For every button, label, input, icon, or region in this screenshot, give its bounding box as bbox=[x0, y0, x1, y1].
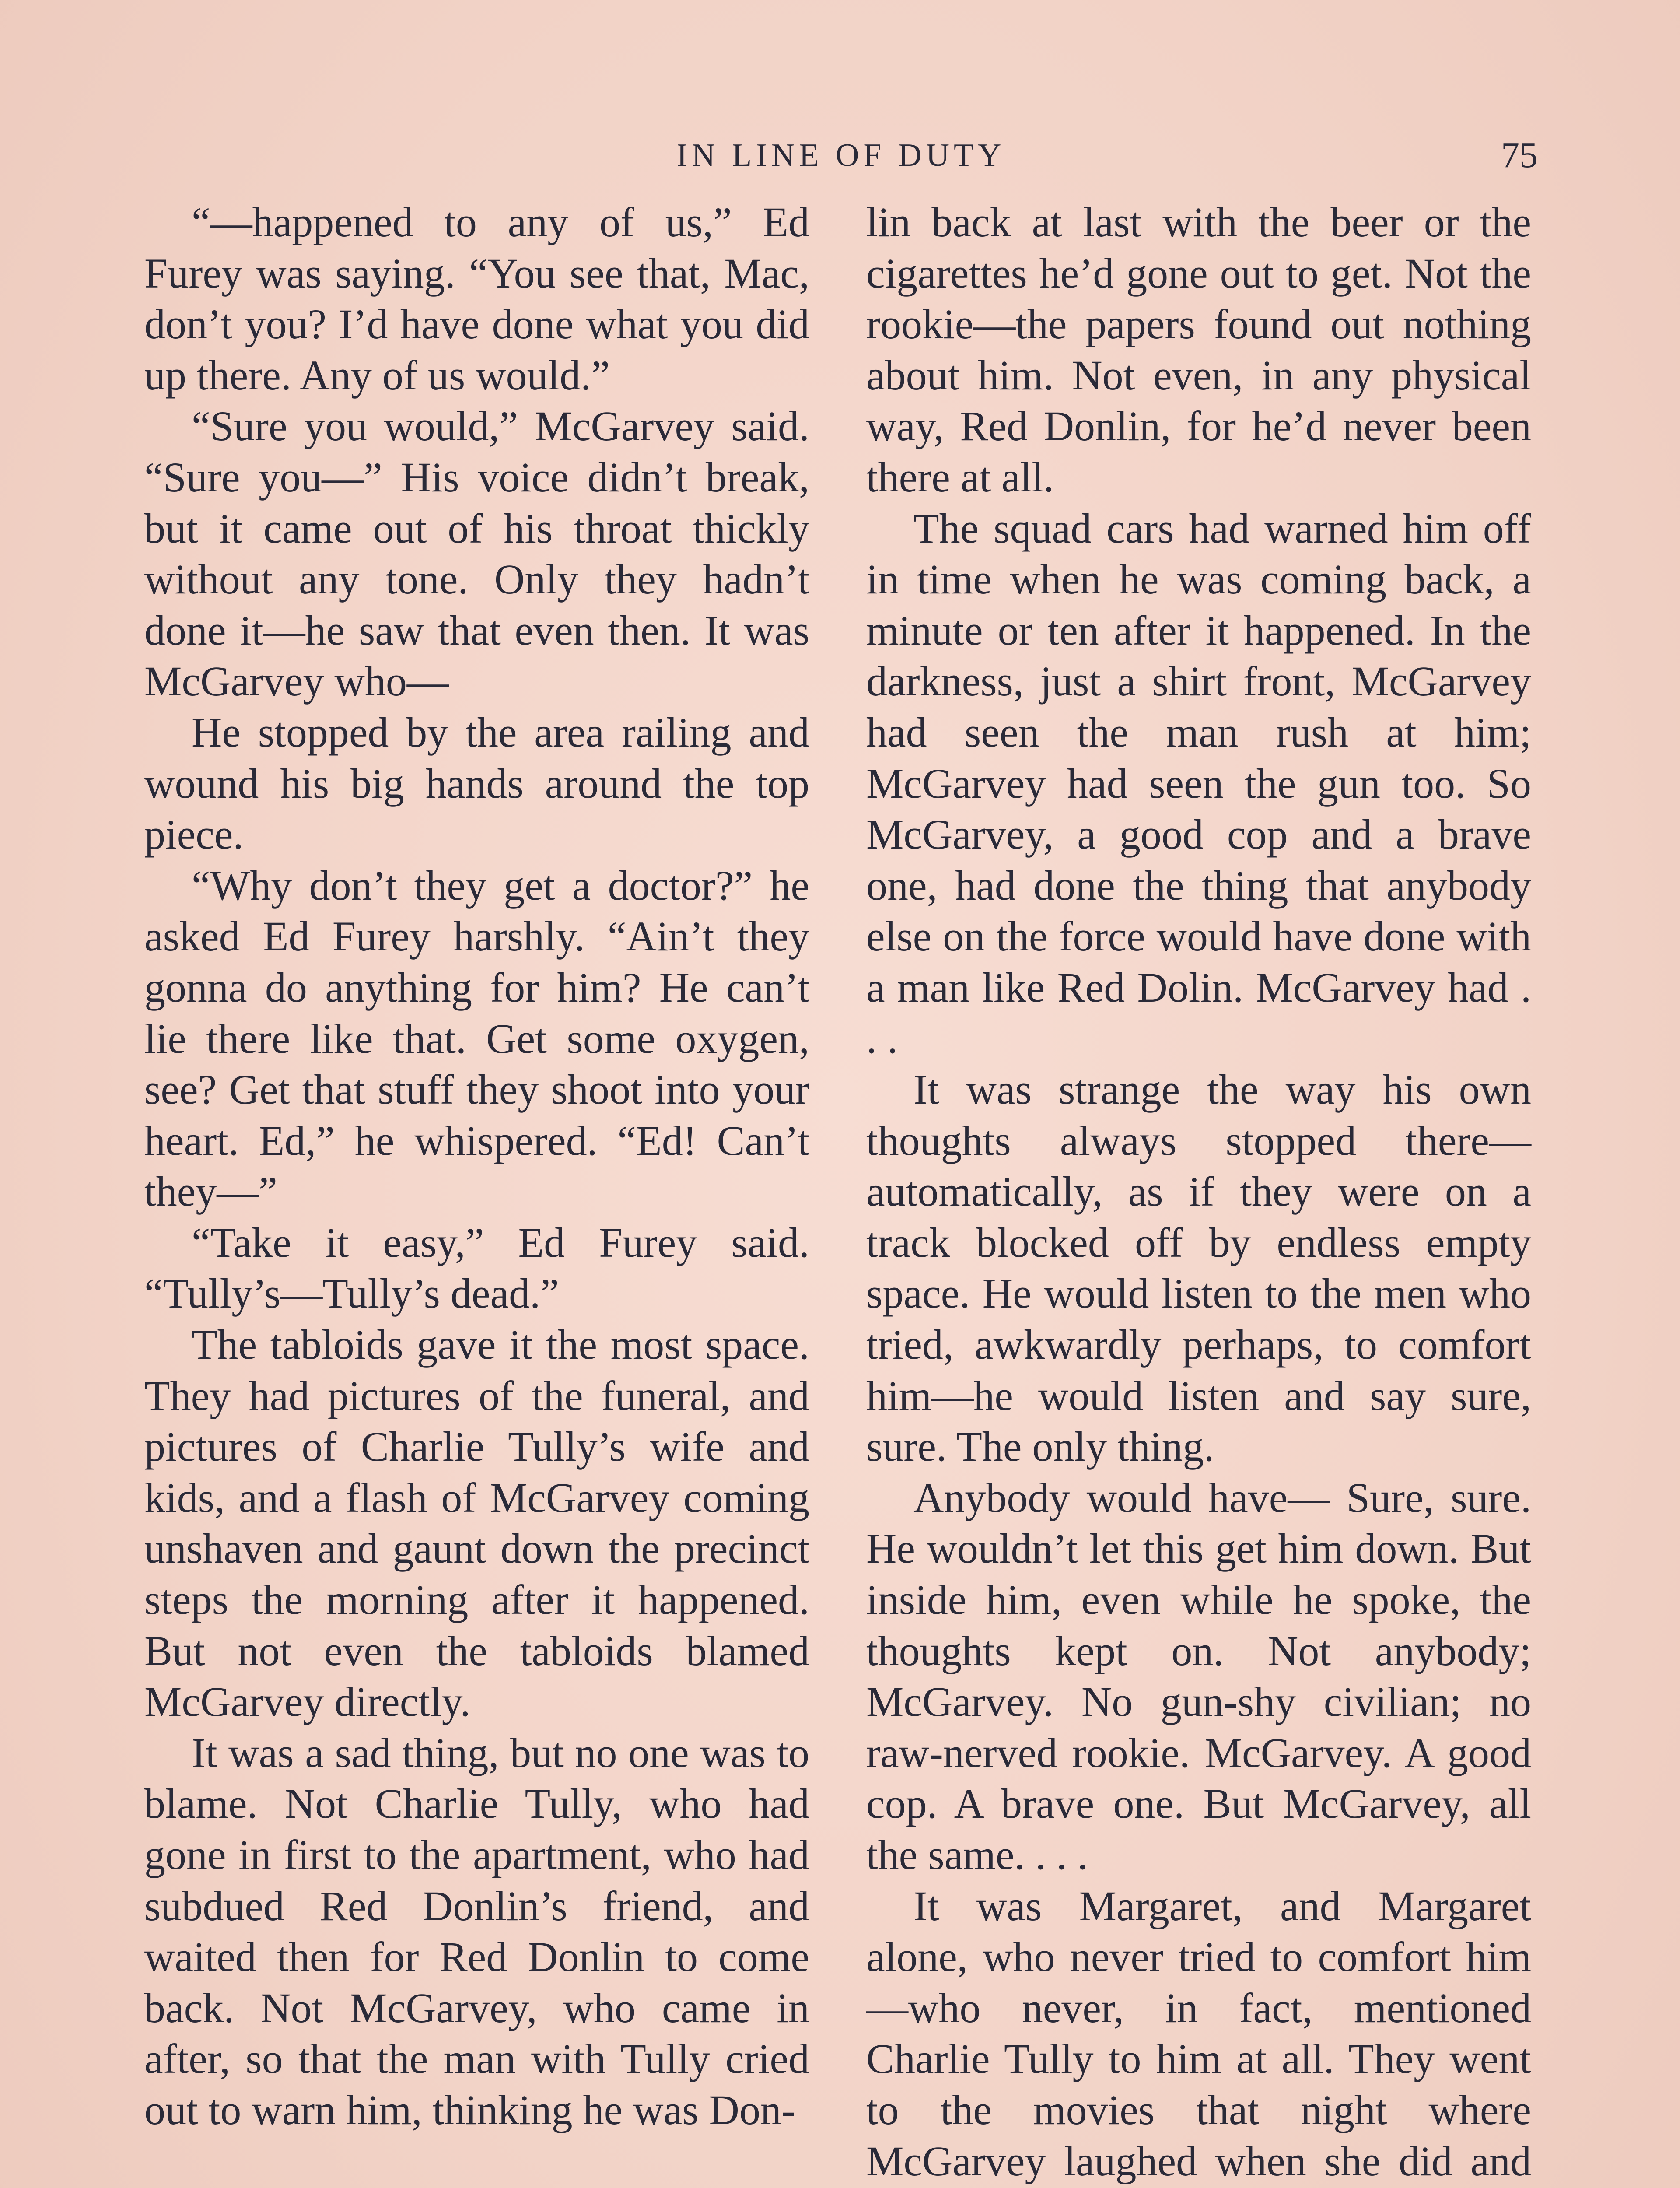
paragraph: The tabloids gave it the most space. They had pictures of the funeral, and pictures of Charlie Tully’s wife and kids, and a flash of McGarvey coming unshaven and gaunt down the precinct steps the morning after it happened. But not even the tabloids blamed McGarvey directly. bbox=[144, 1321, 809, 1725]
paragraph: He stopped by the area railing and wound his big hands around the top piece. bbox=[144, 708, 809, 858]
paragraph: It was Margaret, and Margaret alone, who never tried to comfort him—who never, in fact, mentioned Charlie Tully to him at all. They went to the movies that night where McGarvey laughed when she did and bbox=[866, 1882, 1531, 2184]
paragraph: It was strange the way his own thoughts always stopped there—automatically, as if they were on a track blocked off by endless empty space. He would listen to the men who tried, awkwardly perhaps, to comfort him—he would listen and say sure, sure. The only thing. bbox=[866, 1066, 1531, 1470]
paragraph-continued: lin back at last with the beer or the cigarettes he’d gone out to get. Not the rookie—the papers found out nothing about him. Not even, in any physical way, Red Donlin, for he’d never been there at all. bbox=[866, 199, 1531, 501]
left-column bbox=[144, 197, 809, 2136]
page-number: 75 bbox=[1501, 135, 1538, 175]
paragraph: It was a sad thing, but no one was to blame. Not Charlie Tully, who had gone in first to the apartment, who had subdued Red Donlin’s friend, and waited then for Red Donlin to come back. Not McGarvey, who came in after, so that the man with Tully cried out to warn him, thinking he was Don- bbox=[144, 1729, 809, 2133]
right-column bbox=[866, 197, 1531, 2188]
paragraph: “Take it easy,” Ed Furey said. “Tully’s—Tully’s dead.” bbox=[144, 1219, 809, 1317]
paragraph: “Why don’t they get a doctor?” he asked Ed Furey harshly. “Ain’t they gonna do anything for him? He can’t lie there like that. Get some oxygen, see? Get that stuff they shoot into your heart. Ed,” he whispered. “Ed! Can’t they—” bbox=[144, 862, 809, 1215]
paragraph: “Sure you would,” McGarvey said. “Sure you—” His voice didn’t break, but it came out of his throat thickly without any tone. Only they hadn’t done it—he saw that even then. It was McGarvey who— bbox=[144, 403, 809, 705]
paragraph: Anybody would have— Sure, sure. He wouldn’t let this get him down. But inside him, even while he spoke, the thoughts kept on. Not anybody; McGarvey. No gun-shy civilian; no raw-nerved rookie. McGarvey. A good cop. A brave one. But McGarvey, all the same. . . . bbox=[866, 1474, 1531, 1878]
running-head: IN LINE OF DUTY bbox=[676, 137, 1006, 173]
page-header bbox=[144, 131, 1538, 179]
paragraph: The squad cars had warned him off in time when he was coming back, a minute or ten after it happened. In the darkness, just a shirt front, McGarvey had seen the man rush at him; McGarvey had seen the gun too. So McGarvey, a good cop and a brave one, had done the thing that anybody else on the force would have done with a man like Red Dolin. McGarvey had . . . bbox=[866, 505, 1531, 1062]
paragraph: “—happened to any of us,” Ed Furey was saying. “You see that, Mac, don’t you? I’d have done what you did up there. Any of us would.” bbox=[144, 199, 809, 399]
